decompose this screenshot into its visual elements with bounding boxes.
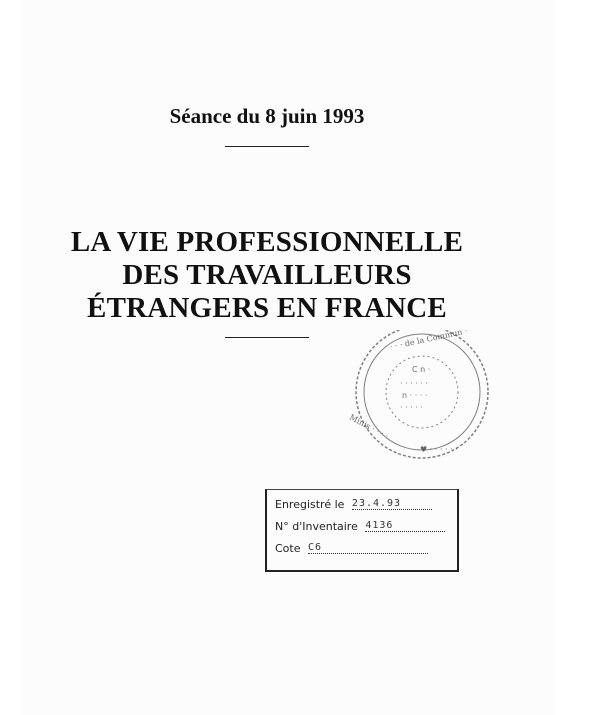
svg-text:n · · · ·: n · · · ·	[402, 391, 428, 400]
divider-top	[225, 146, 309, 147]
registration-row-cote	[275, 542, 428, 556]
svg-text:· · · · · ·: · · · · · ·	[400, 379, 428, 388]
document-page	[22, 0, 554, 715]
registration-row-inventory	[275, 520, 445, 534]
registration-row-date	[275, 498, 432, 512]
title-line-3: ÉTRANGERS EN FRANCE	[87, 292, 447, 324]
svg-text:· · · · ·: · · · · ·	[400, 403, 423, 412]
registered-value: 23.4.93	[352, 498, 432, 510]
svg-text:C n ·: C n ·	[412, 365, 431, 374]
library-stamp	[340, 330, 496, 462]
registration-box	[265, 489, 459, 572]
svg-text:Minis · · · ·: Minis · · · ·	[347, 412, 391, 441]
cote-label: Cote	[275, 542, 301, 555]
inventory-label: N° d'Inventaire	[275, 520, 358, 533]
stamp-seal-icon	[340, 330, 496, 462]
svg-text:· · · de la Commun · ·: · · · de la Commun · ·	[389, 330, 474, 352]
document-title	[22, 226, 512, 325]
svg-text:♥ · · · · · ·: ♥ · · · · · ·	[420, 445, 458, 454]
session-date: Séance du 8 juin 1993	[169, 104, 365, 128]
title-line-2: DES TRAVAILLEURS	[122, 259, 412, 291]
registered-label: Enregistré le	[275, 498, 345, 511]
title-line-1: LA VIE PROFESSIONNELLE	[70, 226, 464, 258]
divider-bottom	[225, 337, 309, 338]
cote-value: C6	[308, 542, 428, 554]
inventory-value: 4136	[365, 520, 445, 532]
